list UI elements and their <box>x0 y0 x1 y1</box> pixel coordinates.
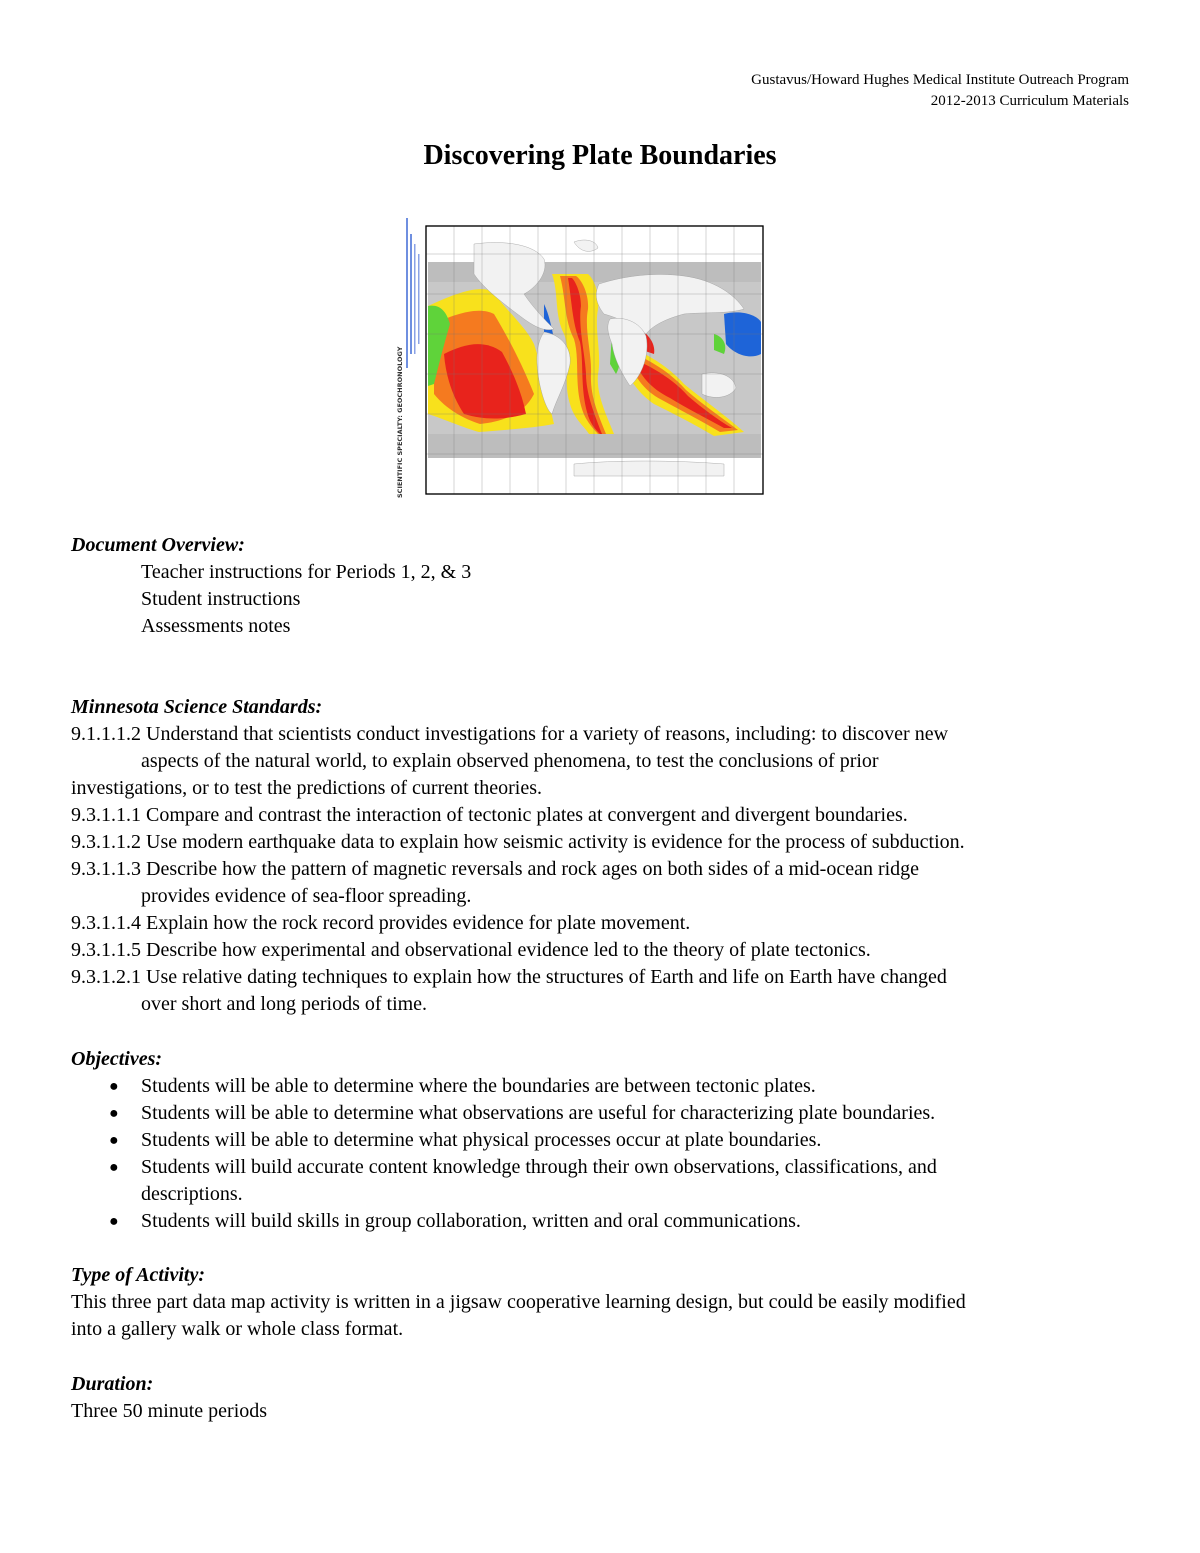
objective-item: ● Students will be able to determine where the boundaries are between tectonic plates. <box>71 1073 1136 1100</box>
standard-9-1-1-1-2 <box>71 721 1136 802</box>
standard-line: over short and long periods of time. <box>141 993 428 1015</box>
overview-list <box>71 559 1136 640</box>
page-header <box>751 70 1129 112</box>
standards-heading: Minnesota Science Standards: <box>71 696 323 718</box>
standards-section <box>71 694 1136 1018</box>
bullet-icon: ● <box>109 1132 119 1149</box>
overview-item: Assessments notes <box>141 615 291 637</box>
activity-line: This three part data map activity is written in a jigsaw cooperative learning design, but could be easily modified <box>71 1291 966 1313</box>
bullet-icon: ● <box>109 1159 119 1176</box>
objectives-heading: Objectives: <box>71 1048 163 1070</box>
page-title: Discovering Plate Boundaries <box>423 140 777 171</box>
header-program: Gustavus/Howard Hughes Medical Institute Outreach Program <box>751 72 1129 88</box>
activity-line: into a gallery walk or whole class format. <box>71 1318 404 1340</box>
standard-line: aspects of the natural world, to explain observed phenomena, to test the conclusions of prior <box>141 750 879 772</box>
objective-item: ● Students will be able to determine what physical processes occur at plate boundaries. <box>71 1127 1136 1154</box>
standard-9-3-1-1-1: 9.3.1.1.1 Compare and contrast the interaction of tectonic plates at convergent and divergent boundaries. <box>71 804 908 826</box>
activity-heading: Type of Activity: <box>71 1264 206 1286</box>
header-year: 2012-2013 Curriculum Materials <box>930 93 1129 109</box>
activity-section <box>71 1262 1136 1343</box>
overview-section <box>71 532 1136 640</box>
overview-item: Student instructions <box>141 588 301 610</box>
standard-9-3-1-1-2: 9.3.1.1.2 Use modern earthquake data to explain how seismic activity is evidence for the process of subduction. <box>71 831 965 853</box>
bullet-icon: ● <box>109 1213 119 1230</box>
standard-9-3-1-2-1 <box>71 964 1136 1018</box>
bullet-icon: ● <box>109 1078 119 1095</box>
standard-9-3-1-1-4: 9.3.1.1.4 Explain how the rock record provides evidence for plate movement. <box>71 912 691 934</box>
map-side-label: SCIENTIFIC SPECIALTY: GEOCHRONOLOGY <box>396 346 404 498</box>
standard-line: 9.3.1.1.3 Describe how the pattern of magnetic reversals and rock ages on both sides of a mid-ocean ridge <box>71 858 920 880</box>
standard-9-3-1-1-3 <box>71 856 1136 910</box>
objectives-list <box>71 1073 1136 1235</box>
standard-line: investigations, or to test the predictions of current theories. <box>71 777 542 799</box>
objective-item: ● Students will build skills in group collaboration, written and oral communications. <box>71 1208 1136 1235</box>
standard-9-3-1-1-5: 9.3.1.1.5 Describe how experimental and observational evidence led to the theory of plate tectonics. <box>71 939 871 961</box>
objective-item: ● Students will be able to determine what observations are useful for characterizing plate boundaries. <box>71 1100 1136 1127</box>
standard-line: 9.1.1.1.2 Understand that scientists conduct investigations for a variety of reasons, including: to discover new <box>71 723 949 745</box>
standard-line: provides evidence of sea-floor spreading. <box>141 885 472 907</box>
duration-section <box>71 1371 1136 1425</box>
bullet-icon: ● <box>109 1105 119 1122</box>
overview-heading: Document Overview: <box>71 534 245 556</box>
objectives-section <box>71 1046 1136 1235</box>
duration-heading: Duration: <box>71 1373 154 1395</box>
overview-item: Teacher instructions for Periods 1, 2, & 3 <box>141 561 472 583</box>
standard-line: 9.3.1.2.1 Use relative dating techniques to explain how the structures of Earth and life on Earth have changed <box>71 966 947 988</box>
objective-item: ● Students will build accurate content knowledge through their own observations, classifications, and descriptions. <box>109 1156 937 1205</box>
duration-text: Three 50 minute periods <box>71 1400 268 1422</box>
seafloor-age-map <box>384 214 776 510</box>
